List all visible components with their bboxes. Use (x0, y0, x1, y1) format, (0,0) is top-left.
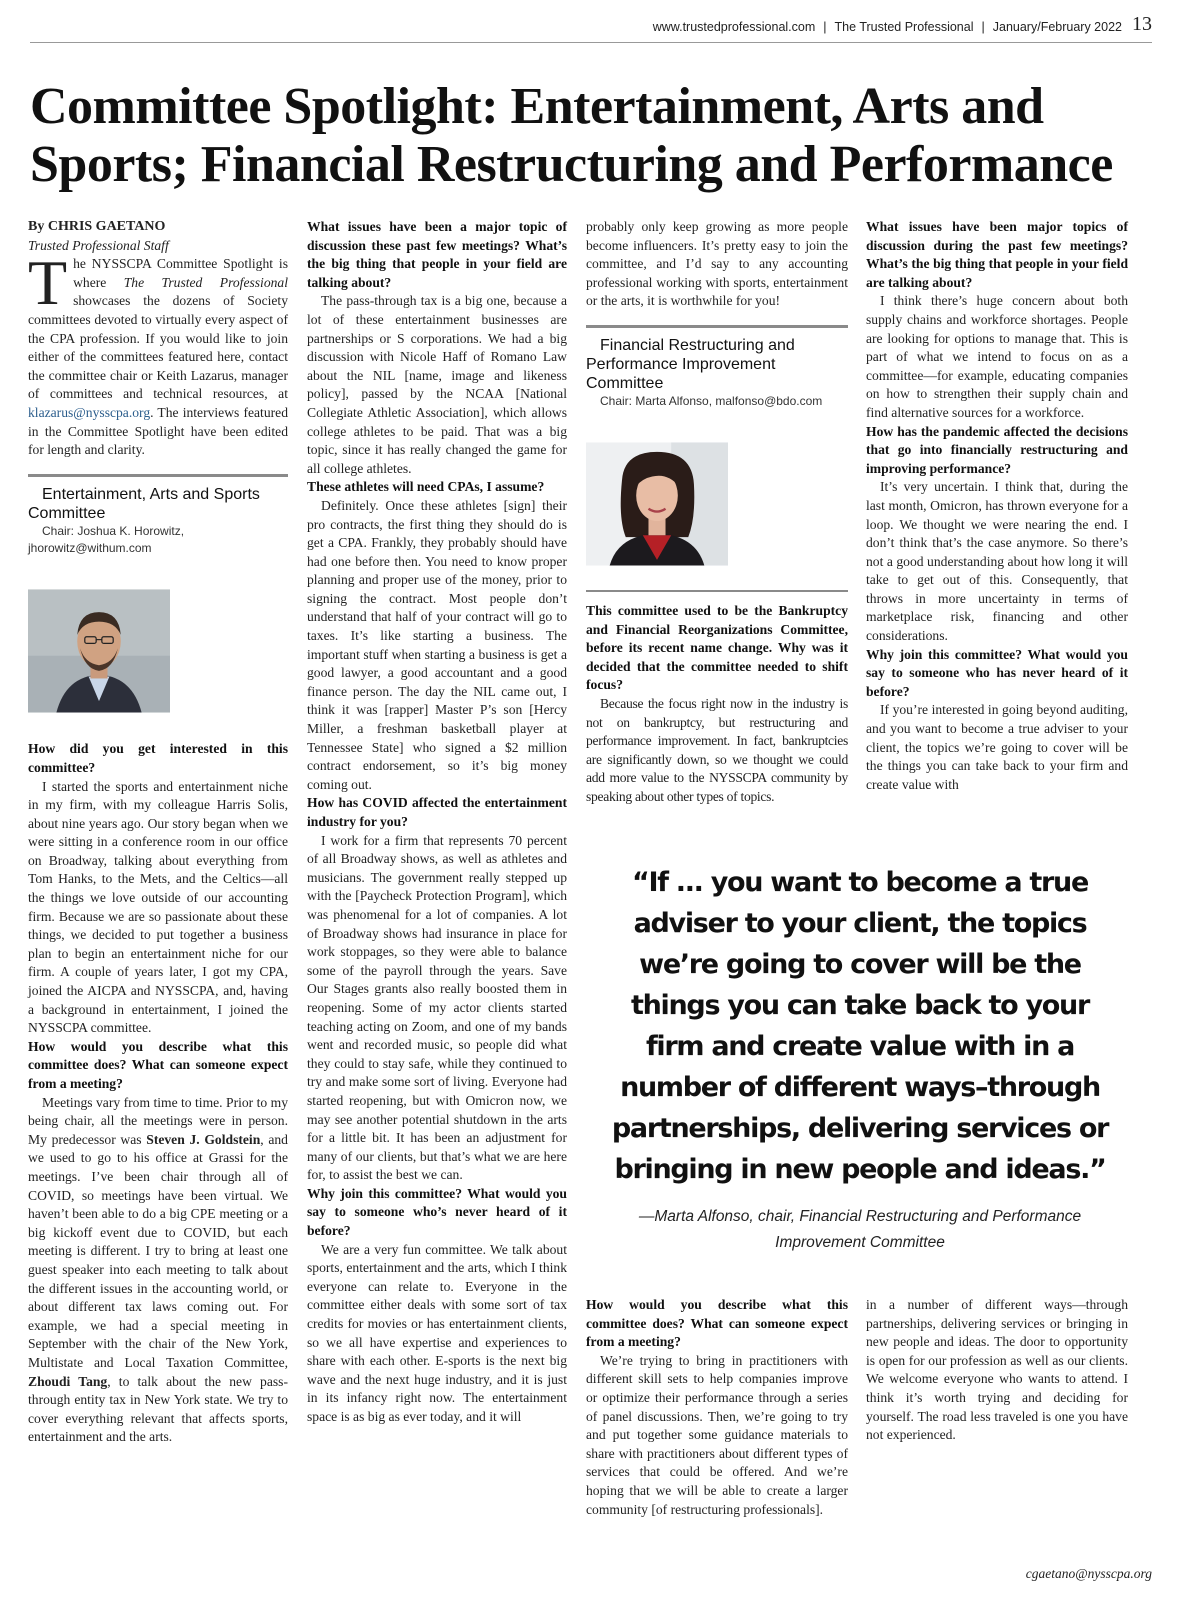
header-issue: January/February 2022 (992, 20, 1122, 34)
header-rule (30, 42, 1152, 43)
header-url: www.trustedprofessional.com (652, 20, 816, 34)
answer: I think there’s huge concern about both supply chains and workforce shortages. People are looking for options to manage that. This is part of what we intend to focus on as a committee—for example, educating companies on how to strengthen their supply chain and find alternative sources for a workforce. (866, 293, 1128, 420)
question: How has COVID affected the entertainment industry for you? (307, 795, 567, 829)
answer: The pass-through tax is a big one, because a lot of these entertainment businesses are partnerships or S corporations. We had a big discussion with Nicole Haff of Romano Law about the NIL [name, image and likeness policy], passed by the NCAA [National Collegiate Athletic Association], which allows college athletes to be paid. That was a big topic, since it has really changed the game for all college athletes. (307, 293, 567, 476)
question: How would you describe what this committee does? What can someone expect from a meeting? (586, 1297, 848, 1350)
page-header (653, 14, 1152, 34)
answer-text: Meetings vary from time to time. Prior to my being chair, all the meetings were in person. My predecessor was (28, 1094, 288, 1147)
question: What issues have been major topics of discussion during the past few meetings? What’s the big thing that people in your field are talking about? (866, 219, 1128, 290)
header-separator: | (823, 20, 827, 34)
question: How would you describe what this committee does? What can someone expect from a meeting? (28, 1038, 288, 1091)
header-separator: | (981, 20, 985, 34)
column-4 (866, 218, 1128, 794)
byline-author: By CHRIS GAETANO (28, 219, 166, 234)
section-rule (586, 325, 848, 328)
intro-text: showcases the dozens of Society committees devoted to virtually every aspect of the CPA profession. If you would like to join either of the committees featured here, contact the committee chair or Keith Lazarus, manager of committees and technical resources, at (28, 293, 288, 402)
section2-title: Financial Restructuring and Performance Improvement Committee (586, 336, 795, 392)
byline-role: Trusted Professional Staff (28, 237, 169, 253)
pull-quote-text: “If ... you want to become a true adviser to your client, the topics we’re going to cover will be the things you can take back to your firm and create value with in a number of different ways–through partnerships, delivering services or bringing in new people and ideas.” (611, 867, 1109, 1185)
column-4-bottom (866, 1296, 1128, 1445)
answer: I work for a firm that represents 70 percent of all Broadway shows, as well as athletes and musicians. The government really stepped up with the [Paycheck Protection Program], which was phenomenal for a lot of companies. A lot of Broadway shows had insurance in place for work stoppages, so they were able to balance some of the payroll through the years. Save Our Stages grants also really boosted them in reopening. Some of my actor clients started teaching acting on Zoom, and one of my bands went and recorded music, so people did what they could to stay safe, while they continued to try and make some sort of living. Everyone had started reopening, but with Omicron now, we may see another potential shutdown in the arts for a little bit. It has been an adjustment for many of our clients, but that’s what we are here for, to assist the best we can. (307, 832, 567, 1183)
question: Why join this committee? What would you say to someone who’s never heard of it before? (307, 1185, 567, 1239)
header-publication: The Trusted Professional (834, 20, 974, 34)
person-name: Zhoudi Tang (28, 1373, 108, 1389)
column-2 (307, 218, 567, 1427)
answer-text: , and we used to go to his office at Grassi for the meetings. I’ve been chair through all of COVID, so meetings have been virtual. We haven’t been able to do a big CPE meeting or a big kickoff event due to COVID, but each meeting is different. I try to bring at least one guest speaker into each meeting to talk about the different issues in the accounting world, or about different tax laws coming out. For example, we had a special meeting in September with the chair of the New York, Multistate and Local Taxation Committee, (28, 1131, 288, 1370)
answer: Definitely. Once these athletes [sign] their pro contracts, the first thing they should do is get a CPA. Frankly, they probably should have had one before then. You need to know proper planning and proper use of the money, prior to signing the contract. Most people don’t understand that half of your contract will go to taxes. It’s like starting a business. The important stuff when starting a business is get a good lawyer, a good accountant and a good finance person. The day the NIL came out, I think it was [rapper] Master P’s son [Hercy Miller, a freshman basketball player at Tennessee State] who signed a $2 million contract endorsement, so it’s big money coming out. (307, 497, 567, 792)
section2-chair: Chair: Marta Alfonso, malfonso@bdo.com (600, 393, 823, 408)
section1-title: Entertainment, Arts and Sports Committee (28, 485, 260, 522)
author-email[interactable]: cgaetano@nysscpa.org (1025, 1566, 1152, 1581)
column-3-bottom (586, 1296, 848, 1519)
answer-text: , to talk about the new pass-through entity tax in New York state. We try to cover everything relevant that affects sports, entertainment and the arts. (28, 1373, 288, 1445)
question: How did you get interested in this committee? (28, 741, 288, 775)
pull-quote-attribution: —Marta Alfonso, chair, Financial Restructuring and Performance Improvement Committee (638, 1208, 1082, 1251)
answer-continued: probably only keep growing as more people become influencers. It’s pretty easy to join the committee, and I’d say to any accounting professional working with sports, entertainment or the arts, it is worthwhile for you! (586, 219, 848, 309)
answer: If you’re interested in going beyond auditing, and you want to become a true adviser to your client, the topics we’re going to cover will be the things you can take back to your firm and create value with (866, 702, 1128, 792)
section-rule (586, 590, 848, 592)
drop-cap: T (28, 247, 68, 319)
column-3 (586, 218, 848, 807)
section-rule (28, 474, 288, 477)
intro-text: . The interviews featured in the Committee Spotlight have been edited for length and clarity. (28, 404, 288, 458)
answer: We are a very fun committee. We talk about sports, entertainment and the arts, which I think everyone can relate to. Everyone in the committee either deals with some sort of tax credits for movies or has entertainment clients, so we all have expertise and experiences to share with each other. E-sports is the next big wave and the next huge industry, and it is just in its infancy right now. The entertainment space is as big as ever today, and it will (307, 1241, 567, 1424)
section1-chair: Chair: Joshua K. Horowitz, jhorowitz@withum.com (28, 523, 185, 555)
article-title: Committee Spotlight: Entertainment, Arts and Sports; Financial Restructuring and Performance (30, 78, 1113, 193)
question: This committee used to be the Bankruptcy and Financial Reorganizations Committee, before its recent name change. Why was it decided that the committee needed to shift focus? (586, 602, 848, 693)
email-link[interactable]: klazarus@nysscpa.org (28, 404, 151, 420)
answer (28, 1094, 288, 1447)
publication-name: The Trusted Professional (123, 274, 288, 290)
intro-paragraph (28, 247, 288, 460)
answer: Because the focus right now in the industry is not on bankruptcy, but restructuring and performance improvement. In fact, bankruptcies are significantly down, so we thought we could add more value to the NYSSCPA community by speaking about other types of topics. (586, 695, 848, 804)
answer: We’re trying to bring in practitioners with different skill sets to help companies improve or optimize their performance through a series of panel discussions. Then, we’re going to try and put together some guidance materials to share with practitioners about different types of services that could be offered. And we’re hoping that we will be able to create a larger community [of restructuring professionals]. (586, 1352, 848, 1517)
answer-continued: in a number of different ways—through partnerships, delivering services or bringing in new people and ideas. The door to opportunity is open for our profession as well as our clients. We welcome everyone who wants to attend. I think it’s worth trying and deciding for yourself. The road less traveled is one you have not experienced. (866, 1297, 1128, 1443)
portrait-photo-horowitz (28, 575, 170, 727)
question: Why join this committee? What would you say to someone who has never heard of it before? (866, 646, 1128, 699)
column-1 (28, 218, 288, 1447)
question: These athletes will need CPAs, I assume? (307, 479, 545, 495)
intro-text: he NYSSCPA Committee Spotlight is where (73, 256, 288, 290)
person-name: Steven J. Goldstein (146, 1131, 261, 1147)
answer: I started the sports and entertainment niche in my firm, with my colleague Harris Solis, about nine years ago. Our story began when we were sitting in a conference room in our office on Broadway, talking about everything from Tom Hanks, to the Mets, and the Celtics—all the things we love outside of our accounting firm. Because we are so passionate about these things, we decided to put together a business plan to begin an entertainment niche for our firm. A couple of years later, I got my CPA, joined the AICPA and NYSSCPA, and, having a background in entertainment, I joined the NYSSCPA committee. (28, 778, 288, 1036)
question: What issues have been a major topic of discussion these past few meetings? What’s the big thing that people in your field are talking about? (307, 219, 567, 290)
page-number: 13 (1132, 13, 1152, 35)
question: How has the pandemic affected the decisions that go into financially restructuring and improving performance? (866, 423, 1128, 476)
answer: It’s very uncertain. I think that, during the last month, Omicron, has thrown everyone for a loop. We thought we were nearing the end. I don’t think that’s the case anymore. So there’s not a good understanding about how long it will take to get out of this. Consequently, that throws in more uncertainty in terms of marketplace risk, financing and other considerations. (866, 479, 1128, 644)
portrait-photo-alfonso (586, 428, 728, 580)
pull-quote (600, 862, 1120, 1256)
